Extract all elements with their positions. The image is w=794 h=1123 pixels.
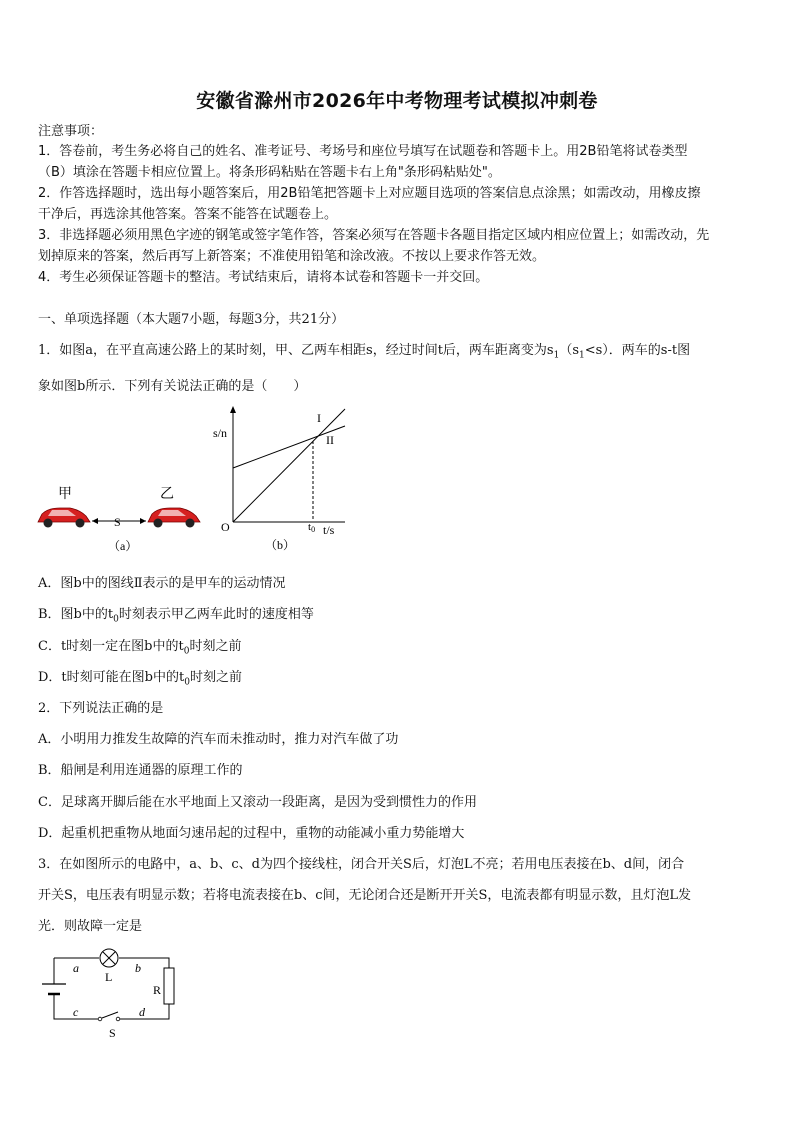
section-heading: 一、单项选择题（本大题7小题，每题3分，共21分） xyxy=(38,312,345,327)
question-3-stem-line-3: 光．则故障一定是 xyxy=(38,919,143,934)
page-title: 安徽省滁州市2026年中考物理考试模拟冲刺卷 xyxy=(196,90,598,112)
notice-line: 2．作答选择题时，选出每小题答案后，用2B铅笔把答题卡上对应题目选项的答案信息点涂黑；如需改动，用橡皮擦 xyxy=(38,186,701,201)
notice-line: 3．非选择题必须用黑色字迹的钢笔或签字笔作答，答案必须写在答题卡各题目指定区域内相应位置上；如需改动，先 xyxy=(38,228,710,243)
question-2-option-c: C．足球离开脚后能在水平地面上又滚动一段距离，是因为受到惯性力的作用 xyxy=(38,795,477,810)
origin-label: O xyxy=(221,520,230,534)
question-3-stem-line-1: 3．在如图所示的电路中，a、b、c、d为四个接线柱，闭合开关S后，灯泡L不亮；若用电压表接在b、d间，闭合 xyxy=(38,857,685,872)
notice-heading: 注意事项： xyxy=(38,124,104,139)
resistor-label: R xyxy=(153,983,162,997)
figure-a-caption: （a） xyxy=(108,539,138,553)
question-1-option-b: B．图b中的$t_0$时刻表示甲乙两车此时的速度相等 xyxy=(38,607,314,625)
notice-line: 干净后，再选涂其他答案。答案不能答在试题卷上。 xyxy=(38,207,338,222)
question-2-option-b: B．船闸是利用连通器的原理工作的 xyxy=(38,763,243,778)
line-II-label: II xyxy=(326,433,334,447)
question-2-option-a: A．小明用力推发生故障的汽车而未推动时，推力对汽车做了功 xyxy=(38,732,399,747)
question-2-option-d: D．起重机把重物从地面匀速吊起的过程中，重物的动能减小重力势能增大 xyxy=(38,826,465,841)
battery-icon xyxy=(42,984,66,994)
question-1-option-d: D．t时刻可能在图b中的$t_0$时刻之前 xyxy=(38,670,242,688)
question-1-option-a: A．图b中的图线Ⅱ表示的是甲车的运动情况 xyxy=(38,576,286,591)
resistor-icon xyxy=(164,968,174,1004)
notice-line: 1．答卷前，考生务必将自己的姓名、准考证号、考场号和座位号填写在试题卷和答题卡上。用2B铅笔将试卷类型 xyxy=(38,144,688,159)
question-3-stem-line-2: 开关S，电压表有明显示数；若将电流表接在b、c间，无论闭合还是断开开关S，电流表都有明显示数，且灯泡L发 xyxy=(38,888,692,903)
car-yi-icon xyxy=(148,508,200,528)
question-2-stem: 2．下列说法正确的是 xyxy=(38,701,164,716)
x-axis-label: t/s xyxy=(323,523,335,537)
car-yi-label: 乙 xyxy=(160,487,174,502)
question-1-stem-line-1: 1．如图a，在平直高速公路上的某时刻，甲、乙两车相距s，经过时间t后，两车距离变为$s_1(s_1<s)$．两车的s-t图 xyxy=(38,343,691,361)
terminal-d-label: d xyxy=(139,1005,145,1019)
y-axis-label: s/n xyxy=(213,426,228,440)
notice-line: （B）填涂在答题卡相应位置上。将条形码粘贴在答题卡右上角"条形码粘贴处"。 xyxy=(38,165,501,180)
figure-b-graph xyxy=(205,404,355,554)
lamp-icon xyxy=(100,949,118,967)
line-I-label: I xyxy=(317,411,321,425)
distance-label: S xyxy=(114,515,121,529)
switch-label: S xyxy=(109,1026,116,1040)
terminal-c-label: c xyxy=(73,1005,79,1019)
line-I xyxy=(233,409,345,522)
terminal-b-label: b xyxy=(135,961,141,975)
terminal-a-label: a xyxy=(73,961,79,975)
figure-a xyxy=(30,478,210,558)
lamp-label: L xyxy=(105,970,113,984)
car-jia-label: 甲 xyxy=(58,487,72,502)
switch-icon xyxy=(98,1012,120,1021)
notice-line: 划掉原来的答案，然后再写上新答案；不准使用铅笔和涂改液。不按以上要求作答无效。 xyxy=(38,249,546,264)
notice-line: 4．考生必须保证答题卡的整洁。考试结束后，请将本试卷和答题卡一并交回。 xyxy=(38,270,489,285)
question-1-option-c: C．t时刻一定在图b中的$t_0$时刻之前 xyxy=(38,639,242,657)
circuit-diagram xyxy=(36,944,196,1044)
question-1-stem-line-2: 象如图b所示．下列有关说法正确的是（ ） xyxy=(38,379,307,394)
t0-label: t0 xyxy=(308,521,316,534)
figure-b-caption: （b） xyxy=(265,538,296,552)
car-jia-icon xyxy=(38,508,90,528)
